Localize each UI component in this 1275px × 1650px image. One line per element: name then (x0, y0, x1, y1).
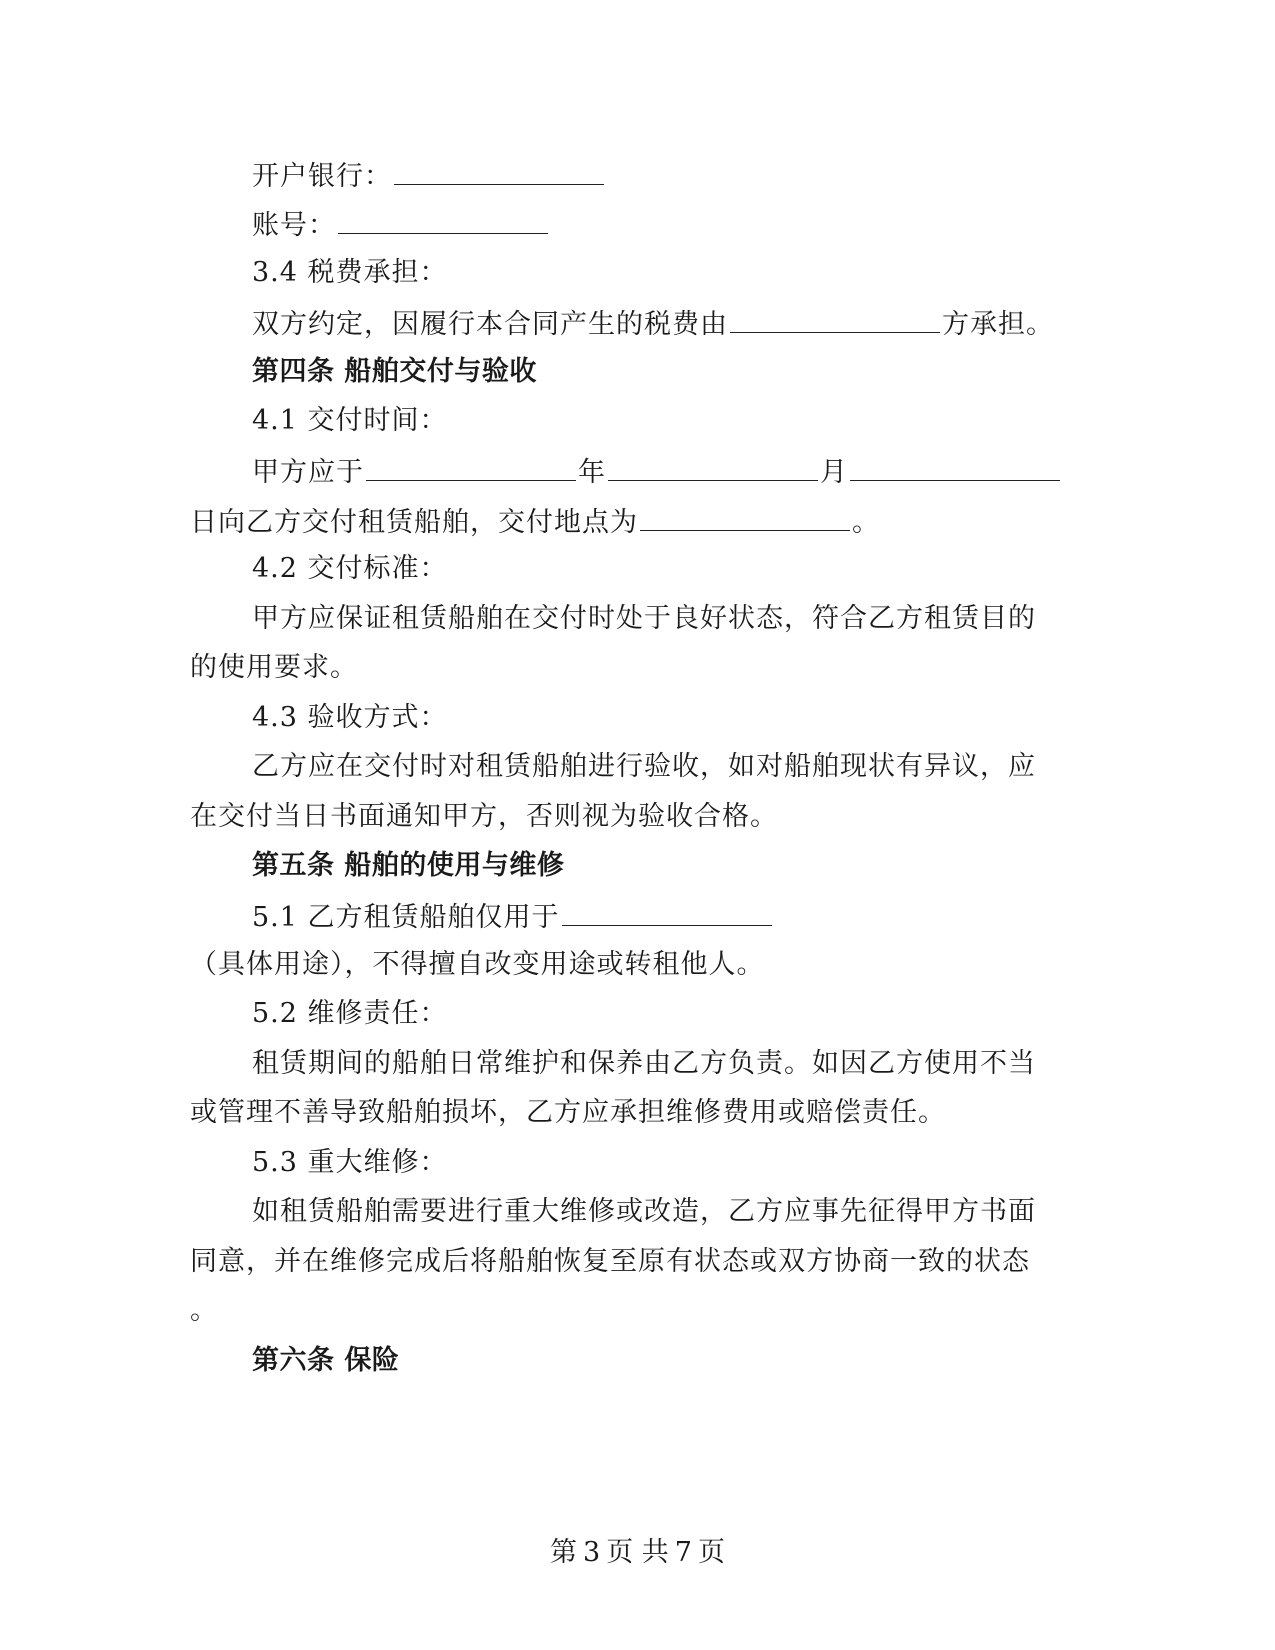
clause-5-2-heading: 5.2 维修责任： (252, 998, 448, 1029)
acceptance-text-1: 乙方应在交付时对租赁船舶进行验收，如对船舶现状有异议，应 (252, 751, 1036, 782)
tax-text-end: 方承担。 (942, 309, 1054, 340)
acceptance-text-2: 在交付当日书面通知甲方，否则视为验收合格。 (190, 801, 778, 832)
delivery-date-text: 甲方应于 (252, 457, 364, 488)
clause-5-3-heading: 5.3 重大维修： (252, 1147, 448, 1178)
repair-text-1: 租赁期间的船舶日常维护和保养由乙方负责。如因乙方使用不当 (252, 1048, 1036, 1079)
delivery-date-line (252, 452, 1152, 491)
delivery-place-line (190, 502, 1090, 541)
footer-post: 页 (697, 1537, 725, 1568)
major-repair-text-2: 同意，并在维修完成后将船舶恢复至原有状态或双方协商一致的状态 (190, 1246, 1030, 1277)
month-label: 月 (820, 457, 848, 488)
account-blank[interactable] (338, 205, 548, 234)
clause-3-4-heading: 3.4 税费承担： (252, 257, 448, 288)
account-label: 账号： (252, 210, 336, 241)
bank-blank[interactable] (394, 156, 604, 185)
tax-party-blank[interactable] (730, 304, 940, 333)
article-5-heading: 第五条 船舶的使用与维修 (252, 850, 565, 881)
day-blank[interactable] (850, 452, 1060, 481)
major-repair-text-1: 如租赁船舶需要进行重大维修或改造，乙方应事先征得甲方书面 (252, 1196, 1036, 1227)
year-label: 年 (578, 457, 606, 488)
tax-line (252, 304, 1152, 343)
tax-text: 双方约定，因履行本合同产生的税费由 (252, 309, 728, 340)
account-line (252, 205, 1152, 244)
major-repair-text-3: 。 (190, 1295, 218, 1326)
footer-pre: 第 (550, 1537, 578, 1568)
page-footer (0, 1535, 1275, 1571)
article-6-heading: 第六条 保险 (252, 1345, 400, 1376)
delivery-place-text: 日向乙方交付租赁船舶，交付地点为 (190, 507, 638, 538)
footer-mid: 页 共 (606, 1537, 669, 1568)
standard-text-1: 甲方应保证租赁船舶在交付时处于良好状态，符合乙方租赁目的 (252, 603, 1036, 634)
bank-line (252, 156, 1152, 195)
clause-4-3-heading: 4.3 验收方式： (252, 702, 448, 733)
article-4-heading: 第四条 船舶交付与验收 (252, 356, 537, 387)
clause-5-1-text: 5.1 乙方租赁船舶仅用于 (252, 902, 560, 933)
usage-text: （具体用途），不得擅自改变用途或转租他人。 (190, 949, 765, 980)
standard-text-2: 的使用要求。 (190, 652, 358, 683)
bank-label: 开户银行： (252, 161, 392, 192)
clause-5-1-line (252, 897, 1152, 936)
delivery-place-blank[interactable] (640, 502, 850, 531)
footer-total-pages: 7 (674, 1537, 692, 1568)
clause-4-1-heading: 4.1 交付时间： (252, 405, 448, 436)
month-blank[interactable] (608, 452, 818, 481)
usage-blank[interactable] (562, 897, 772, 926)
delivery-place-end: 。 (852, 507, 880, 538)
year-blank[interactable] (366, 452, 576, 481)
repair-text-2: 或管理不善导致船舶损坏，乙方应承担维修费用或赔偿责任。 (190, 1097, 946, 1128)
clause-4-2-heading: 4.2 交付标准： (252, 553, 448, 584)
footer-page-number: 3 (583, 1537, 601, 1568)
